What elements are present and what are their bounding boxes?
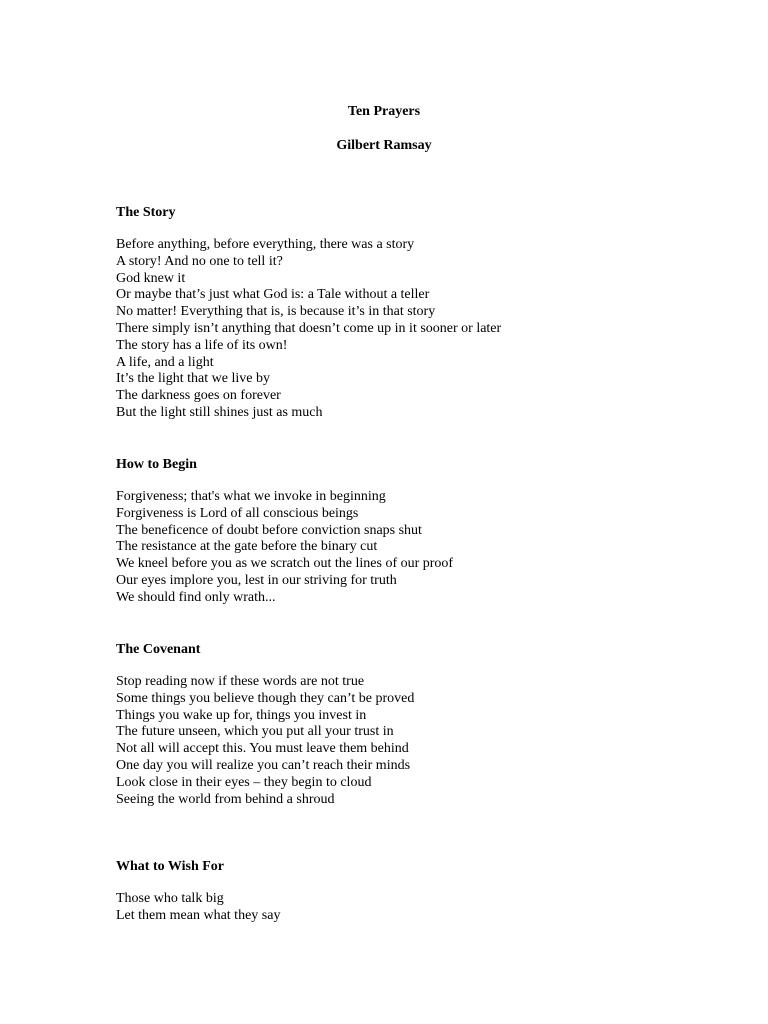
section-heading: The Story xyxy=(116,205,176,220)
poem-line: Some things you believe though they can’t be proved xyxy=(116,690,415,706)
poem-lines xyxy=(116,237,716,422)
poem-line: There simply isn’t anything that doesn’t come up in it sooner or later xyxy=(116,320,502,336)
poem-line: The future unseen, which you put all your trust in xyxy=(116,724,394,740)
document-author: Gilbert Ramsay xyxy=(336,138,432,153)
poem-section-the-story xyxy=(116,204,716,422)
poem-section-what-to-wish-for xyxy=(116,858,716,925)
poem-line: The story has a life of its own! xyxy=(116,337,288,353)
section-heading: How to Begin xyxy=(116,457,197,472)
poem-line: We kneel before you as we scratch out the lines of our proof xyxy=(116,556,454,572)
poem-line: Forgiveness; that's what we invoke in beginning xyxy=(116,489,386,504)
poem-line: We should find only wrath... xyxy=(116,589,276,605)
poem-line: The resistance at the gate before the binary cut xyxy=(116,539,378,555)
poem-line: Things you wake up for, things you invest in xyxy=(116,707,367,723)
poem-lines xyxy=(116,489,716,607)
document-title: Ten Prayers xyxy=(347,104,421,119)
poem-line: Before anything, before everything, there was a story xyxy=(116,237,415,252)
poem-lines xyxy=(116,891,716,925)
poem-section-the-covenant xyxy=(116,641,716,808)
poem-line: The beneficence of doubt before conviction snaps shut xyxy=(116,522,422,538)
poem-line: Look close in their eyes – they begin to cloud xyxy=(116,774,372,790)
poem-line: Let them mean what they say xyxy=(116,907,281,923)
section-heading: What to Wish For xyxy=(116,859,224,874)
poem-line: God knew it xyxy=(116,270,186,286)
poem-line: The darkness goes on forever xyxy=(116,388,281,404)
poem-section-how-to-begin xyxy=(116,456,716,607)
poem-lines xyxy=(116,674,716,808)
poem-line: Seeing the world from behind a shroud xyxy=(116,791,335,807)
poem-line: No matter! Everything that is, is because it’s in that story xyxy=(116,304,436,320)
section-heading: The Covenant xyxy=(116,642,201,657)
poem-line: A life, and a light xyxy=(116,354,214,370)
poem-line: A story! And no one to tell it? xyxy=(116,253,283,269)
poem-line: But the light still shines just as much xyxy=(116,404,323,420)
poem-line: Forgiveness is Lord of all conscious beings xyxy=(116,505,359,521)
poem-line: One day you will realize you can’t reach their minds xyxy=(116,757,411,773)
poem-line: Stop reading now if these words are not true xyxy=(116,674,365,689)
poem-line: Or maybe that’s just what God is: a Tale without a teller xyxy=(116,287,430,303)
poem-line: Those who talk big xyxy=(116,891,224,906)
poem-line: Not all will accept this. You must leave them behind xyxy=(116,741,409,757)
poem-line: Our eyes implore you, lest in our striving for truth xyxy=(116,572,397,588)
poem-line: It’s the light that we live by xyxy=(116,371,270,387)
